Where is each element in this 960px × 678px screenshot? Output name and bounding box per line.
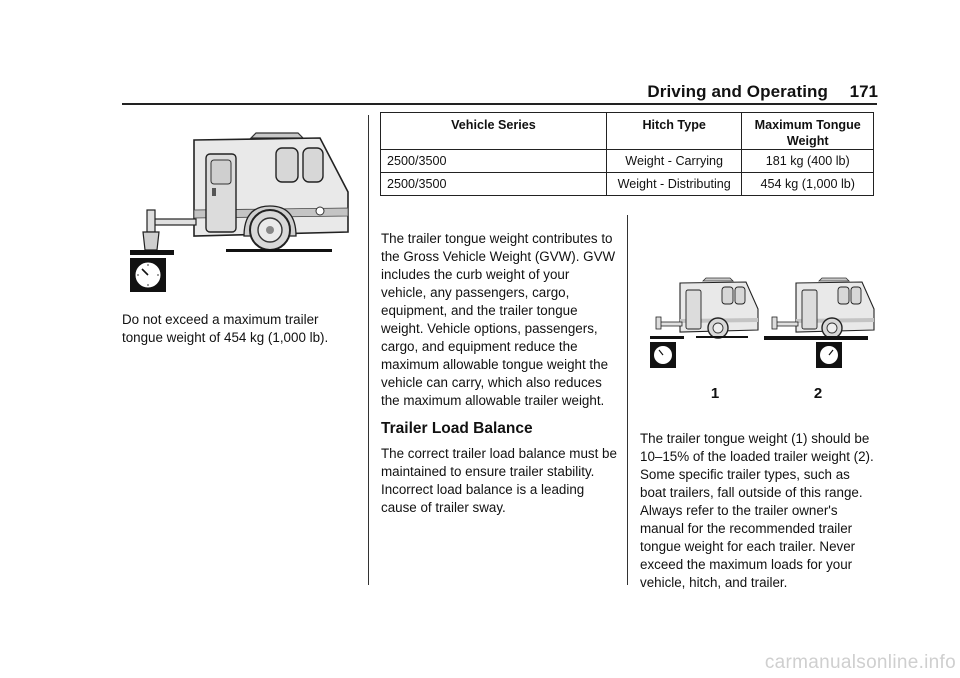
tongue-and-trailer-weight-illustration <box>646 274 878 372</box>
header-rule <box>122 103 877 105</box>
table-cell: Weight - Carrying <box>606 150 742 173</box>
column-rule-right <box>627 215 628 585</box>
table-cell: 454 kg (1,000 lb) <box>742 173 874 196</box>
column-rule-left <box>368 115 369 585</box>
header-hitch-type: Hitch Type <box>606 113 742 150</box>
trailer-load-balance-heading: Trailer Load Balance <box>381 420 533 437</box>
header-vehicle-series: Vehicle Series <box>381 113 607 150</box>
trailer-2-icon <box>764 278 874 368</box>
figure-label-2: 2 <box>813 385 823 402</box>
table-row <box>381 150 874 173</box>
table-cell: Weight - Distributing <box>606 173 742 196</box>
tongue-weight-range-paragraph: The trailer tongue weight (1) should be 10–15% of the loaded trailer weight (2). Some specific trailer types, such as boat trailers, fall outside of this range. Always refer to the trailer owner's manual for the recommended trailer tongue weight for each trailer. Never exceed the maximum loads for your vehicle, hitch, and trailer. <box>640 431 874 590</box>
figure-label-1: 1 <box>710 385 720 402</box>
max-tongue-weight-text: Do not exceed a maximum trailer tongue weight of 454 kg (1,000 lb). <box>122 312 329 345</box>
table-row <box>381 173 874 196</box>
trailer-1-icon <box>650 278 758 368</box>
trailer-tongue-scale-illustration <box>128 124 358 294</box>
table-cell: 181 kg (400 lb) <box>742 150 874 173</box>
header-max-tongue-weight: Maximum Tongue Weight <box>742 113 874 150</box>
page-number: 171 <box>849 82 878 101</box>
table-cell: 2500/3500 <box>381 173 607 196</box>
gvw-paragraph: The trailer tongue weight contributes to the Gross Vehicle Weight (GVW). GVW includes the curb weight of your vehicle, any passengers, cargo, equipment, and the trailer tongue weight. Vehicle options, passengers, cargo, and equipment reduce the maximum allowable tongue weight the vehicle can carry, which also reduces the maximum allowable trailer weight. <box>381 231 616 408</box>
section-title: Driving and Operating <box>647 82 828 101</box>
tongue-weight-table <box>380 112 874 196</box>
table-cell: 2500/3500 <box>381 150 607 173</box>
table-header-row <box>381 113 874 150</box>
load-balance-paragraph: The correct trailer load balance must be maintained to ensure trailer stability. Incorrect load balance is a leading cause of trailer sway. <box>381 446 617 515</box>
watermark: carmanualsonline.info <box>764 652 956 673</box>
